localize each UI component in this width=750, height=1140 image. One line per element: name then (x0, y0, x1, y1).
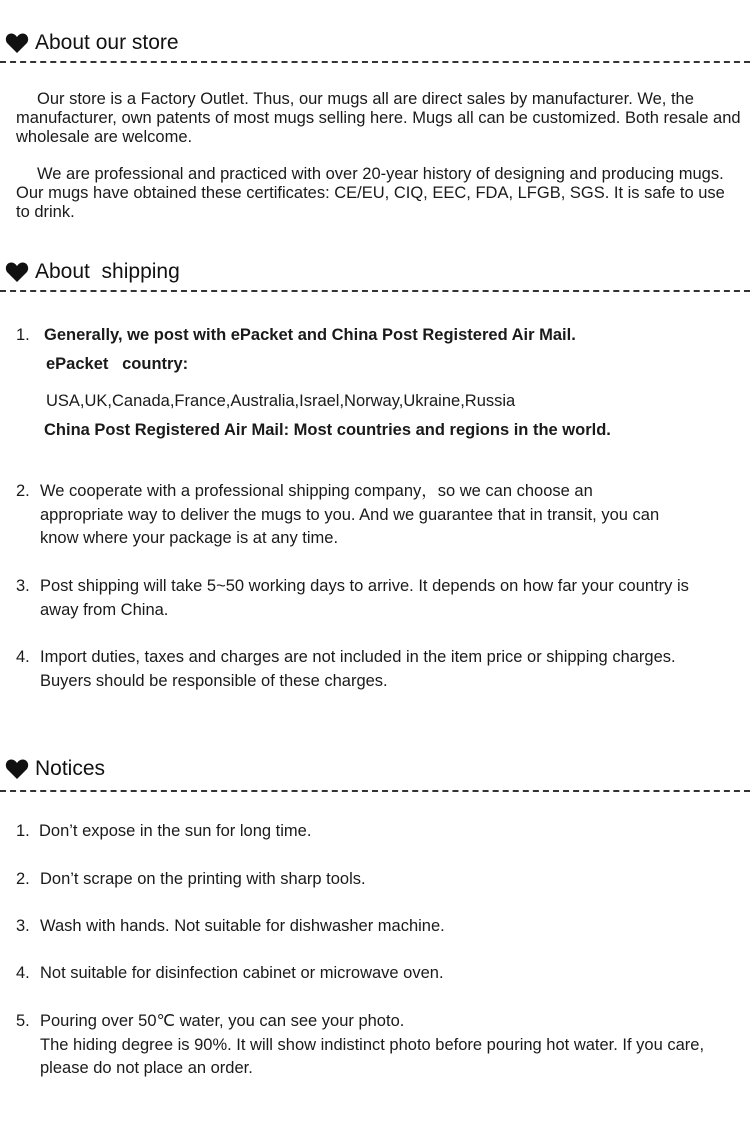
list-item-text-continued: The hiding degree is 90%. It will show indistinct photo before pouring hot water. If you care, please do not place an order. (40, 1035, 705, 1077)
notice-item-3 (0, 915, 750, 939)
shipping-item-3 (0, 575, 750, 623)
heart-icon (5, 758, 29, 780)
notice-item-5 (0, 1010, 750, 1082)
shipping-item-2 (0, 480, 750, 552)
list-item-text: We cooperate with a professional shipping company，so we can choose an appropriate way to deliver the mugs to you. And we guarantee that in transit, you can know where your package is at any time. (40, 482, 660, 547)
list-number: 3. (16, 917, 30, 935)
shipping-item-1 (0, 324, 750, 454)
shipping-section-header (5, 257, 180, 287)
shipping-heading: About shipping (35, 260, 180, 283)
shipping-item-4 (0, 646, 750, 694)
store-section-header (5, 28, 179, 58)
list-number: 2. (16, 870, 30, 888)
list-item-text: Not suitable for disinfection cabinet or microwave oven. (40, 964, 444, 982)
heart-icon (5, 261, 29, 283)
list-item-text: Import duties, taxes and charges are not included in the item price or shipping charges. Buyers should be responsible of these charges. (40, 648, 676, 690)
shipping-method-line: Generally, we post with ePacket and China Post Registered Air Mail. (44, 326, 576, 344)
list-item-text: Don’t expose in the sun for long time. (39, 822, 312, 840)
store-paragraph-2: We are professional and practiced with over 20-year history of designing and producing mugs. Our mugs have obtained these certificates: CE/EU, CIQ, EEC, FDA, LFGB, SGS. It is safe to use to drink. (16, 165, 725, 221)
list-item-text: Post shipping will take 5~50 working days to arrive. It depends on how far your country is away from China. (40, 577, 689, 619)
notice-item-2 (0, 868, 750, 892)
notice-item-1 (0, 820, 750, 844)
epacket-country-label: ePacket country: (46, 355, 189, 373)
list-number: 2. (16, 482, 30, 500)
china-post-line: China Post Registered Air Mail: Most countries and regions in the world. (44, 421, 611, 439)
list-item-text: Don’t scrape on the printing with sharp tools. (40, 870, 366, 888)
list-number: 1. (16, 326, 30, 344)
list-number: 1. (16, 822, 30, 840)
list-number: 5. (16, 1012, 30, 1030)
notices-section-header (5, 754, 105, 784)
notices-heading: Notices (35, 757, 106, 780)
list-number: 4. (16, 964, 30, 982)
heart-icon (5, 32, 29, 54)
store-heading: About our store (35, 31, 179, 54)
store-paragraph-1: Our store is a Factory Outlet. Thus, our mugs all are direct sales by manufacturer. We, the manufacturer, own patents of most mugs selling here. Mugs all can be customized. Both resale and wholesale are welcome. (16, 90, 741, 146)
list-item-text: Wash with hands. Not suitable for dishwasher machine. (40, 917, 445, 935)
store-divider (0, 61, 750, 63)
notices-divider (0, 790, 750, 792)
list-item-text: Pouring over 50℃ water, you can see your photo. (40, 1012, 405, 1030)
epacket-countries: USA,UK,Canada,France,Australia,Israel,Norway,Ukraine,Russia (46, 392, 516, 410)
list-number: 3. (16, 577, 30, 595)
notice-item-4 (0, 962, 750, 986)
shipping-divider (0, 290, 750, 292)
list-number: 4. (16, 648, 30, 666)
